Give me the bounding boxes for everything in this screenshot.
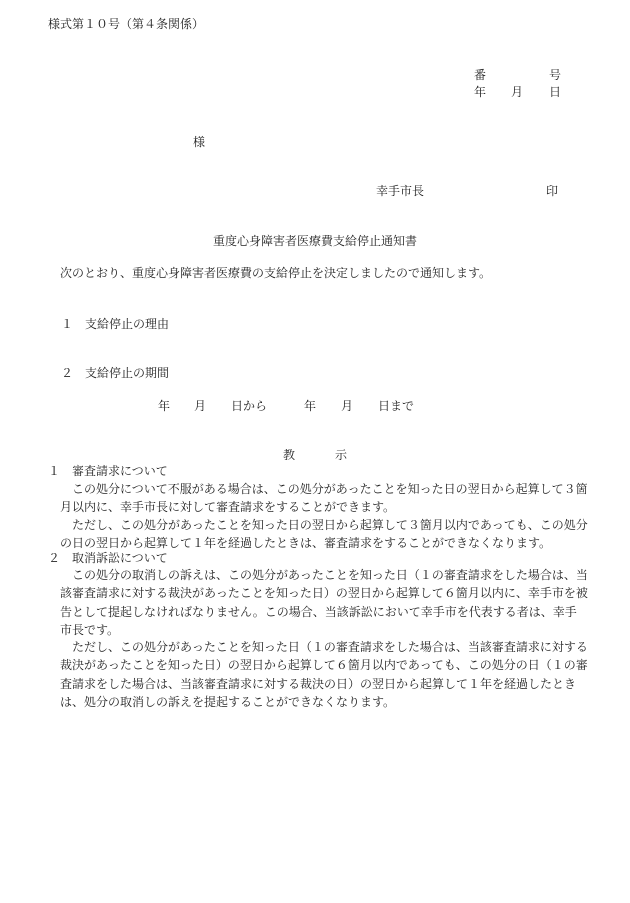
- form-number: 様式第１０号（第４条関係）: [48, 17, 205, 31]
- period-start-day: 日から: [231, 399, 268, 413]
- period-end-day: 日まで: [378, 399, 415, 413]
- addressee-honorific: 様: [193, 135, 206, 149]
- section-lawsuit-paragraph-1: この処分の取消しの訴えは、この処分があったことを知った日（１の審査請求をした場合は、当該審査請求に対する裁決があったことを知った日）の翌日から起算して６箇月以内に、幸手市を被告として提起しなければなりません。この場合、当該訴訟において幸手市を代表する者は、幸手市長です。: [60, 568, 588, 638]
- number-label: 番: [474, 68, 487, 82]
- period-end-year: 年: [304, 399, 317, 413]
- item-stop-period: ２ 支給停止の期間: [61, 366, 170, 380]
- section-lawsuit-paragraph-2: ただし、この処分があったことを知った日（１の審査請求をした場合は、当該審査請求に対する裁決があったことを知った日）の翌日から起算して６箇月以内であっても、この処分の日（１の審査請求をした場合は、当該審査請求に対する裁決の日）の翌日から起算して１年を経過したときは、処分の取消しの訴えを提起することができなくなります。: [60, 640, 588, 710]
- period-start-year: 年: [158, 399, 171, 413]
- item-stop-reason: １ 支給停止の理由: [61, 317, 170, 331]
- section-heading-review: １ 審査請求について: [48, 464, 168, 478]
- document-title: 重度心身障害者医療費支給停止通知書: [212, 234, 417, 248]
- date-year-label: 年: [474, 85, 487, 99]
- period-start-month: 月: [194, 399, 207, 413]
- intro-text: 次のとおり、重度心身障害者医療費の支給停止を決定しましたので通知します。: [60, 266, 492, 280]
- date-month-label: 月: [511, 85, 524, 99]
- issuer-name: 幸手市長: [376, 184, 425, 198]
- section-heading-lawsuit: ２ 取消訴訟について: [48, 551, 168, 565]
- section-review-paragraph-1: この処分について不服がある場合は、この処分があったことを知った日の翌日から起算して３箇月以内に、幸手市長に対して審査請求をすることができます。: [60, 482, 588, 515]
- number-suffix: 号: [549, 68, 562, 82]
- date-day-label: 日: [549, 85, 562, 99]
- instruction-title-b: 示: [335, 448, 348, 462]
- seal-mark: 印: [546, 184, 559, 198]
- period-end-month: 月: [341, 399, 354, 413]
- section-review-paragraph-2: ただし、この処分があったことを知った日の翌日から起算して３箇月以内であっても、この処分の日の翌日から起算して１年を経過したときは、審査請求をすることができなくなります。: [60, 518, 588, 551]
- instruction-title-a: 教: [283, 448, 296, 462]
